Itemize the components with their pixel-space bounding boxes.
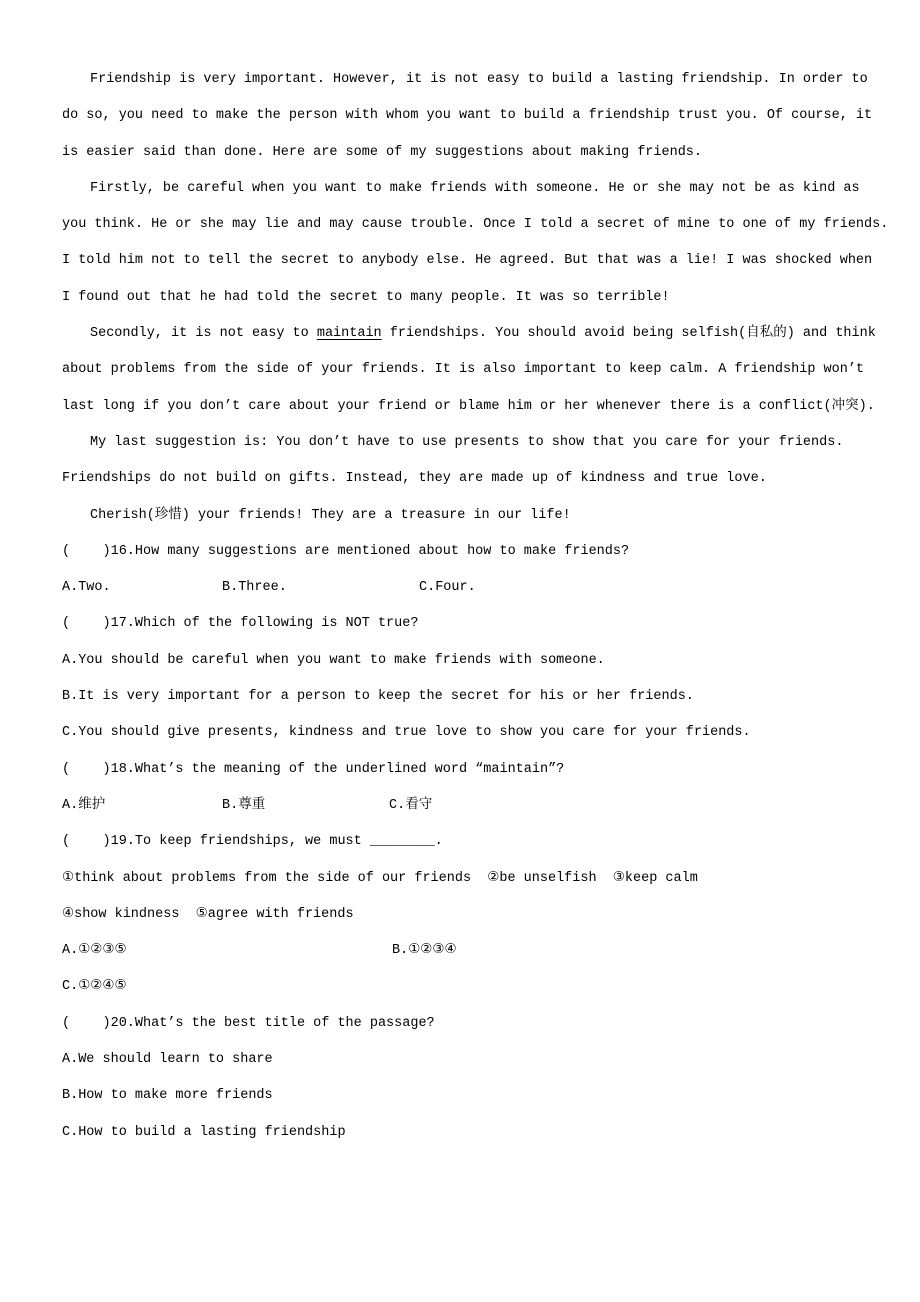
passage-line: I found out that he had told the secret to many people. It was so terrible! <box>62 289 670 305</box>
question-19-items-line-1: ①think about problems from the side of our friends ②be unselfish ③keep calm <box>62 870 698 886</box>
option-18-a: A.维护 <box>62 797 106 813</box>
passage-line: I told him not to tell the secret to anybody else. He agreed. But that was a lie! I was shocked when <box>62 253 873 269</box>
questions-section <box>62 534 880 1151</box>
passage-line: about problems from the side of your friends. It is also important to keep calm. A friendship won’t <box>62 362 865 378</box>
reading-passage <box>62 62 889 534</box>
option-17-b: B.It is very important for a person to keep the secret for his or her friends. <box>62 689 694 705</box>
option-19-a: A.①②③⑤ <box>62 943 127 959</box>
option-18-b: B.尊重 <box>222 797 266 813</box>
passage-line: Friendship is very important. However, it is not easy to build a lasting friendship. In order to <box>90 72 868 87</box>
question-19 <box>62 824 880 1005</box>
option-17-a: A.You should be careful when you want to make friends with someone. <box>62 652 605 668</box>
passage-paragraph-5 <box>62 498 880 534</box>
passage-paragraph-4 <box>62 425 880 498</box>
passage-line: My last suggestion is: You don’t have to use presents to show that you care for your friends. <box>90 434 844 450</box>
question-16 <box>62 534 880 607</box>
passage-line: do so, you need to make the person with whom you want to build a friendship trust you. Of course, it <box>62 108 873 124</box>
option-19-b: B.①②③④ <box>392 943 457 959</box>
passage-line: Firstly, be careful when you want to make friends with someone. He or she may not be as kind as <box>90 180 860 196</box>
passage-line: Friendships do not build on gifts. Instead, they are made up of kindness and true love. <box>62 471 767 487</box>
question-19-prompt: ( )19.To keep friendships, we must ________. <box>62 834 443 850</box>
underlined-word-maintain: maintain <box>316 326 382 342</box>
option-19-c: C.①②④⑤ <box>62 979 127 995</box>
passage-line <box>62 316 880 352</box>
passage-line: you think. He or she may lie and may cause trouble. Once I told a secret of mine to one of my friends. <box>62 217 889 233</box>
question-20-prompt: ( )20.What’s the best title of the passage? <box>62 1015 435 1031</box>
question-16-options <box>62 570 880 606</box>
option-18-c: C.看守 <box>389 797 433 813</box>
question-18 <box>62 752 880 825</box>
option-17-c: C.You should give presents, kindness and true love to show you care for your friends. <box>62 725 751 741</box>
passage-paragraph-3 <box>62 316 880 425</box>
question-20 <box>62 1006 880 1151</box>
question-19-options-row <box>62 933 880 969</box>
question-17 <box>62 606 880 751</box>
option-20-c: C.How to build a lasting friendship <box>62 1124 346 1140</box>
option-16-c: C.Four. <box>419 580 476 596</box>
option-16-b: B.Three. <box>222 580 287 596</box>
option-20-b: B.How to make more friends <box>62 1088 273 1104</box>
question-18-options <box>62 788 880 824</box>
option-16-a: A.Two. <box>62 580 111 596</box>
passage-line: last long if you don’t care about your friend or blame him or her whenever there is a conflict(冲突). <box>62 398 875 414</box>
question-19-items-line-2: ④show kindness ⑤agree with friends <box>62 906 354 922</box>
question-17-prompt: ( )17.Which of the following is NOT true? <box>62 616 419 632</box>
passage-line: Cherish(珍惜) your friends! They are a treasure in our life! <box>90 507 571 523</box>
passage-line: is easier said than done. Here are some of my suggestions about making friends. <box>62 144 703 160</box>
question-18-prompt: ( )18.What’s the meaning of the underlined word “maintain”? <box>62 761 565 777</box>
passage-text: friendships. You should avoid being selfish(自私的) and think <box>381 326 876 342</box>
passage-text: Secondly, it is not easy to <box>90 326 317 342</box>
passage-paragraph-1 <box>62 62 880 171</box>
option-20-a: A.We should learn to share <box>62 1052 273 1068</box>
question-16-prompt: ( )16.How many suggestions are mentioned about how to make friends? <box>62 543 630 559</box>
passage-paragraph-2 <box>62 171 889 316</box>
